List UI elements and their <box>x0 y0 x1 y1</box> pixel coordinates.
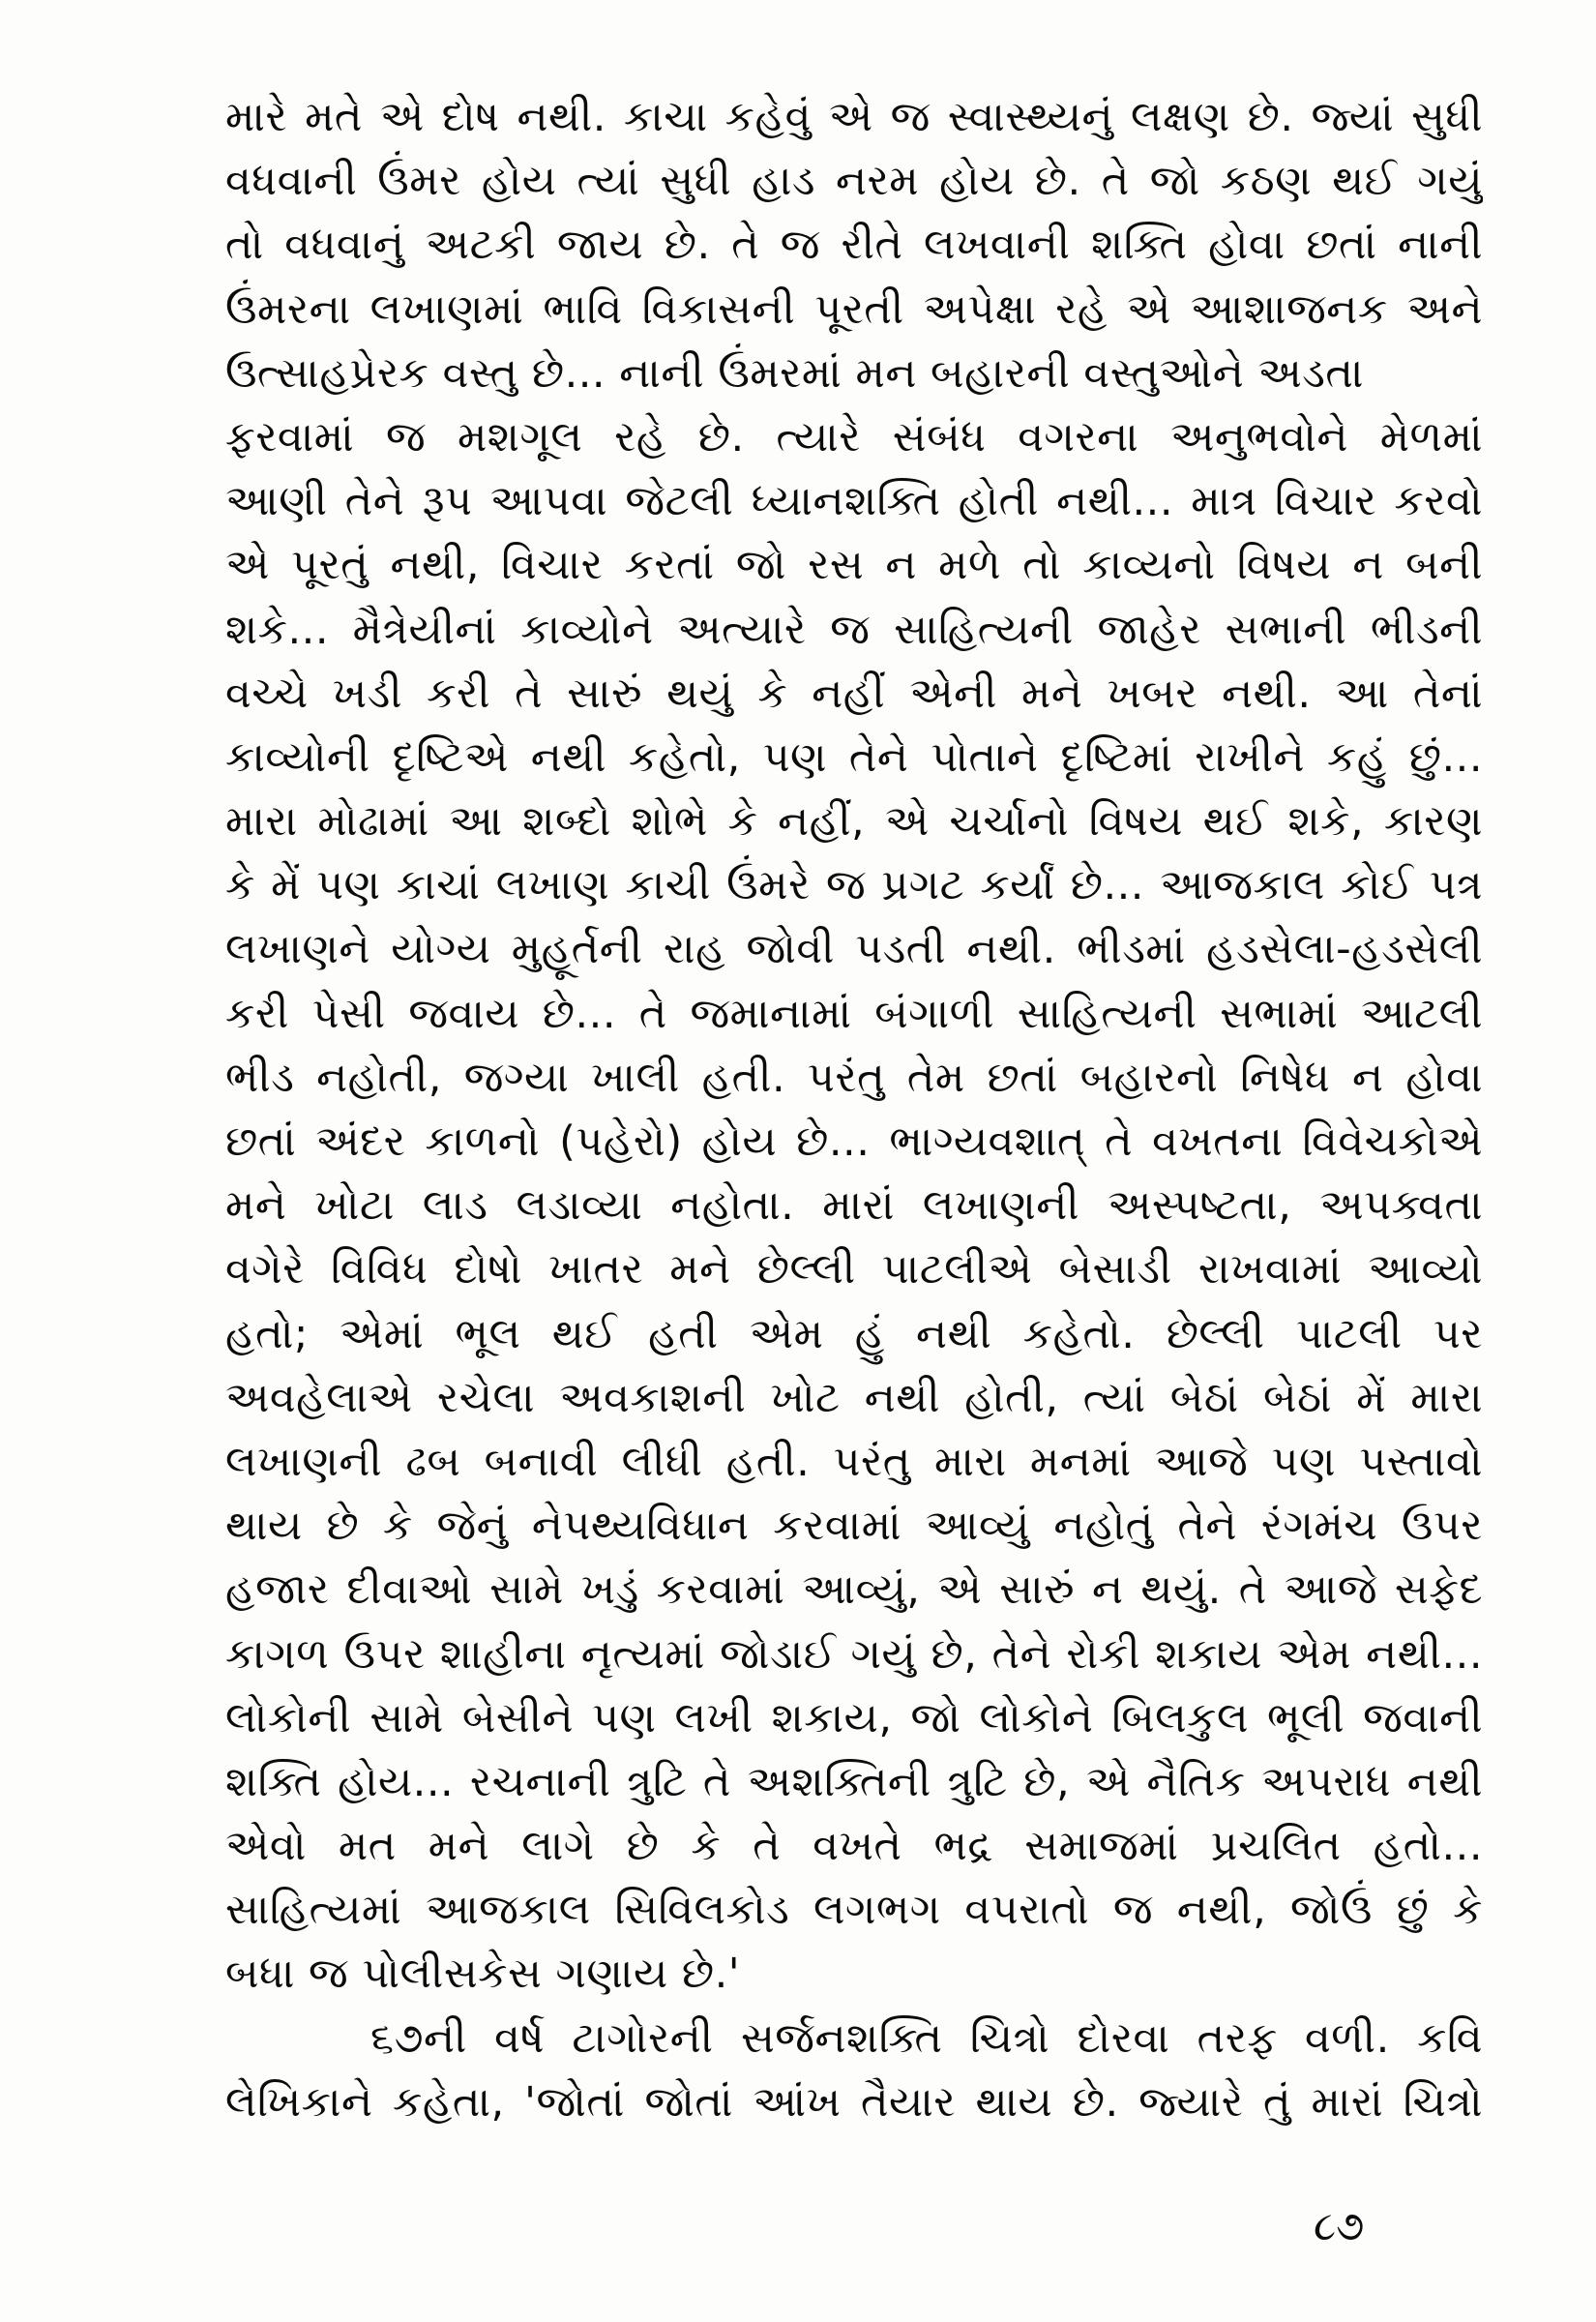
text-line: આણી તેને રૂપ આપવા જેટલી ધ્યાનશક્તિ હોતી નથી... માત્ર વિચાર કરવો <box>225 477 1483 526</box>
text-line: વધવાની ઉંમર હોય ત્યાં સુધી હાડ નરમ હોય છે. તે જો કઠણ થઈ ગયું <box>225 157 1483 206</box>
text-line: તો વધવાનું અટકી જાય છે. તે જ રીતે લખવાની શક્તિ હોવા છતાં નાની <box>225 221 1483 270</box>
text-line: હતો; એમાં ભૂલ થઈ હતી એમ હું નથી કહેતો. છેલ્લી પાટલી પર <box>225 1309 1483 1358</box>
text-line: ઉંમરના લખાણમાં ભાવિ વિકાસની પૂરતી અપેક્ષા રહે એ આશાજનક અને <box>225 284 1483 334</box>
text-line: થાય છે કે જેનું નેપથ્યવિધાન કરવામાં આવ્યું નહોતું તેને રંગમંચ ઉપર <box>225 1502 1483 1551</box>
text-line: એવો મત મને લાગે છે કે તે વખતે ભદ્ર સમાજમાં પ્રચલિત હતો... <box>225 1822 1483 1871</box>
text-line: કે મેં પણ કાચાં લખાણ કાચી ઉંમરે જ પ્રગટ કર્યાં છે... આજકાલ કોઈ પત્ર <box>225 861 1483 910</box>
text-line: સાહિત્યમાં આજકાલ સિવિલકોડ લગભગ વપરાતો જ નથી, જોઉં છું કે <box>225 1886 1483 1935</box>
text-line: ઉત્સાહપ્રેરક વસ્તુ છે... નાની ઉંમરમાં મન બહારની વસ્તુઓને અડતા <box>225 348 1364 398</box>
text-line: મારે મતે એ દોષ નથી. કાચા કહેવું એ જ સ્વાસ્થ્યનું લક્ષણ છે. જ્યાં સુધી <box>225 93 1483 141</box>
text-line: લખાણને યોગ્ય મુહૂર્તની રાહ જોવી પડતી નથી. ભીડમાં હડસેલા-હડસેલી <box>225 925 1483 974</box>
text-line: કાવ્યોની દૃષ્ટિએ નથી કહેતો, પણ તેને પોતાને દૃષ્ટિમાં રાખીને કહું છું... <box>225 732 1483 782</box>
text-line: ફરવામાં જ મશગૂલ રહે છે. ત્યારે સંબંધ વગરના અનુભવોને મેળમાં <box>225 412 1483 461</box>
text-line: અવહેલાએ રચેલા અવકાશની ખોટ નથી હોતી, ત્યાં બેઠાં બેઠાં મેં મારા <box>225 1373 1483 1422</box>
text-line: બધા જ પોલીસકેસ ગણાય છે.' <box>225 1950 741 1999</box>
text-line: હજાર દીવાઓ સામે ખડું કરવામાં આવ્યું, એ સારું ન થયું. તે આજે સફેદ <box>225 1565 1483 1615</box>
text-line: લખાણની ઢબ બનાવી લીધી હતી. પરંતુ મારા મનમાં આજે પણ પસ્તાવો <box>225 1437 1483 1486</box>
text-line: લોકોની સામે બેસીને પણ લખી શકાય, જો લોકોને બિલકુલ ભૂલી જવાની <box>225 1693 1483 1742</box>
body-text-block <box>225 85 1483 2134</box>
text-line: મને ખોટા લાડ લડાવ્યા નહોતા. મારાં લખાણની અસ્પષ્ટતા, અપક્વતા <box>225 1181 1483 1231</box>
text-line: ભીડ નહોતી, જગ્યા ખાલી હતી. પરંતુ તેમ છતાં બહારનો નિષેધ ન હોવા <box>225 1053 1483 1102</box>
text-line: એ પૂરતું નથી, વિચાર કરતાં જો રસ ન મળે તો કાવ્યનો વિષય ન બની <box>225 541 1483 590</box>
text-line: કરી પેસી જવાય છે... તે જમાનામાં બંગાળી સાહિત્યની સભામાં આટલી <box>225 989 1483 1038</box>
text-line: શકે... મૈત્રેયીનાં કાવ્યોને અત્યારે જ સાહિત્યની જાહેર સભાની ભીડની <box>225 605 1483 654</box>
page-number: ૮૭ <box>1314 2202 1365 2249</box>
text-line: મારા મોઢામાં આ શબ્દો શોભે કે નહીં, એ ચર્ચાનો વિષય થઈ શકે, કારણ <box>225 797 1483 847</box>
text-line: વચ્ચે ખડી કરી તે સારું થયું કે નહીં એની મને ખબર નથી. આ તેનાં <box>225 669 1483 718</box>
text-line: શક્તિ હોય... રચનાની ત્રુટિ તે અશક્તિની ત્રુટિ છે, એ નૈતિક અપરાધ નથી <box>225 1757 1483 1806</box>
text-line: ૬૭ની વર્ષ ટાગોરની સર્જનશક્તિ ચિત્રો દોરવા તરફ વળી. કવિ <box>370 2013 1483 2063</box>
text-line: લેખિકાને કહેતા, 'જોતાં જોતાં આંખ તૈયાર થાય છે. જ્યારે તું મારાં ચિત્રો <box>225 2077 1483 2127</box>
text-line: વગેરે વિવિધ દોષો ખાતર મને છેલ્લી પાટલીએ બેસાડી રાખવામાં આવ્યો <box>225 1245 1483 1295</box>
text-line: કાગળ ઉપર શાહીના નૃત્યમાં જોડાઈ ગયું છે, તેને રોકી શકાય એમ નથી... <box>225 1629 1483 1679</box>
text-line: છતાં અંદર કાળનો (પહેરો) હોય છે... ભાગ્યવશાત્ તે વખતના વિવેચકોએ <box>225 1117 1483 1166</box>
